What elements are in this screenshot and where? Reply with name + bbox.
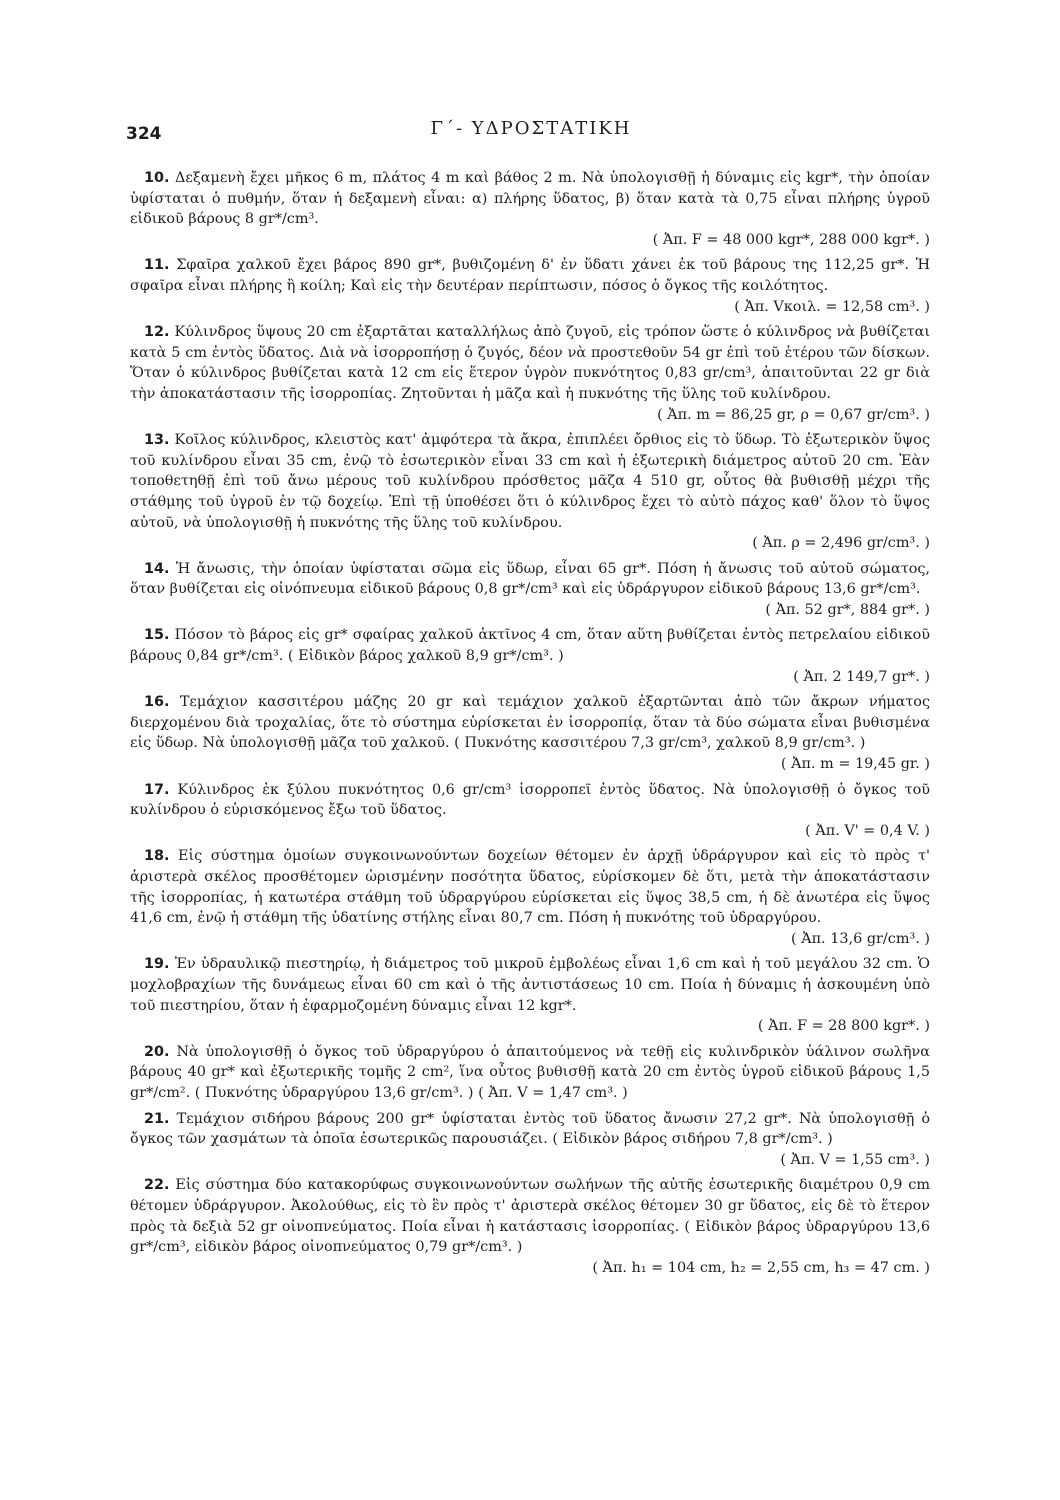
problem-14 [130, 559, 930, 621]
problem-number: 17. [144, 781, 170, 798]
running-head [126, 118, 936, 148]
problem-12 [130, 322, 930, 425]
problem-16 [130, 692, 930, 774]
problem-number: 18. [144, 848, 170, 865]
problem-18 [130, 846, 930, 949]
problem-text: Κοῖλος κύλινδρος, κλειστὸς κατ' ἀμφότερα τὰ ἄκρα, ἐπιπλέει ὄρθιος εἰς τὸ ὕδωρ. Τὸ ἐξωτερικὸν ὕψος τοῦ κυλίνδρου εἶναι 35 cm, ἐνῷ τὸ ἐσωτερικὸν εἶναι 33 cm καὶ ἡ ἐξωτερικὴ διάμετρος αὐτοῦ 20 cm. Ἐὰν τοποθετηθῇ ἐπὶ τοῦ ἄνω μέρους τοῦ κυλίνδρου πρόσθετος μᾶζα 4 510 gr, οὗτος θὰ βυθισθῇ μέχρι τῆς στάθμης τοῦ ὑγροῦ ἐν τῷ δοχείῳ. Ἐπὶ τῇ ὑποθέσει ὅτι ὁ κύλινδρος ἔχει τὸ αὐτὸ πάχος καθ' ὅλον τὸ ὕψος αὐτοῦ, νὰ ὑπολογισθῇ ἡ πυκνότης τῆς ὕλης τοῦ κυλίνδρου. [130, 432, 930, 531]
problem-answer: ( Ἀπ. V' = 0,4 V. ) [805, 822, 930, 839]
problem-answer: ( Ἀπ. F = 48 000 kgr*, 288 000 kgr*. ) [652, 231, 930, 248]
problem-answer: ( Ἀπ. Vκοιλ. = 12,58 cm³. ) [734, 298, 930, 315]
problem-text: Ἡ ἄνωσις, τὴν ὁποίαν ὑφίσταται σῶμα εἰς ὕδωρ, εἶναι 65 gr*. Πόση ἡ ἄνωσις τοῦ αὐτοῦ σώματος, ὅταν βυθίζεται εἰς οἰνόπνευμα εἰδικοῦ βάρους 0,8 gr*/cm³ καὶ εἰς ὑδράργυρον εἰδικοῦ βάρους 13,6 gr*/cm³. [130, 560, 930, 598]
problem-22 [130, 1175, 930, 1278]
problem-19 [130, 954, 930, 1036]
problem-21 [130, 1109, 930, 1171]
problem-text: Κύλινδρος ἐκ ξύλου πυκνότητος 0,6 gr/cm³ ἰσορροπεῖ ἐντὸς ὕδατος. Νὰ ὑπολογισθῇ ὁ ὄγκος τοῦ κυλίνδρου ὁ εὑρισκόμενος ἔξω τοῦ ὕδατος. [130, 781, 931, 819]
problem-number: 15. [144, 627, 170, 644]
problem-answer: ( Ἀπ. V = 1,55 cm³. ) [780, 1151, 930, 1168]
problem-answer: ( Ἀπ. 52 gr*, 884 gr*. ) [765, 601, 930, 618]
problem-number: 16. [144, 694, 170, 711]
problem-answer: ( Ἀπ. F = 28 800 kgr*. ) [757, 1018, 930, 1035]
problem-answer: ( Ἀπ. h₁ = 104 cm, h₂ = 2,55 cm, h₃ = 47 cm. ) [592, 1259, 930, 1276]
problem-number: 12. [144, 324, 170, 341]
problem-answer: ( Ἀπ. m = 86,25 gr, ρ = 0,67 gr/cm³. ) [657, 406, 930, 423]
problem-text: Νὰ ὑπολογισθῇ ὁ ὄγκος τοῦ ὑδραργύρου ὁ ἀπαιτούμενος νὰ τεθῇ εἰς κυλινδρικὸν ὑάλινον σωλῆνα βάρους 40 gr* καὶ ἐξωτερικῆς τομῆς 2 cm², ἵνα οὗτος βυθισθῇ κατὰ 20 cm ἐντὸς ὑγροῦ εἰδικοῦ βάρους 1,5 gr*/cm². ( Πυκνότης ὑδραργύρου 13,6 gr/cm³. ) ( Ἀπ. V = 1,47 cm³. ) [130, 1043, 930, 1101]
problem-number: 13. [144, 432, 170, 449]
problem-11 [130, 255, 930, 317]
problem-answer: ( Ἀπ. ρ = 2,496 gr/cm³. ) [752, 535, 930, 552]
problem-13 [130, 430, 930, 554]
problem-10 [130, 168, 930, 250]
problem-number: 22. [144, 1177, 170, 1194]
problem-answer: ( Ἀπ. 13,6 gr/cm³. ) [791, 930, 930, 947]
problem-15 [130, 625, 930, 687]
problem-20 [130, 1042, 930, 1104]
problem-list [130, 168, 930, 1283]
problem-number: 20. [144, 1043, 170, 1060]
problem-text: Τεμάχιον σιδήρου βάρους 200 gr* ὑφίσταται ἐντὸς τοῦ ὕδατος ἄνωσιν 27,2 gr*. Νὰ ὑπολογισθῇ ὁ ὄγκος τῶν χασμάτων τὰ ὁποῖα ἐσωτερικῶς παρουσιάζει. ( Εἰδικὸν βάρος σιδήρου 7,8 gr*/cm³. ) [130, 1110, 931, 1148]
problem-text: Εἰς σύστημα δύο κατακορύφως συγκοινωνούντων σωλήνων τῆς αὐτῆς ἐσωτερικῆς διαμέτρου 0,9 cm θέτομεν ὑδράργυρον. Ἀκολούθως, εἰς τὸ ἓν πρὸς τ' ἀριστερὰ σκέλος θέτομεν 30 gr ὕδατος, εἰς δὲ τὸ ἕτερον πρὸς τὰ δεξιὰ 52 gr οἰνοπνεύματος. Ποία εἶναι ἡ κατάστασις ἰσορροπίας. ( Εἰδικὸν βάρος ὑδραργύρου 13,6 gr*/cm³, εἰδικὸν βάρος οἰνοπνεύματος 0,79 gr*/cm³. ) [130, 1177, 930, 1256]
problem-number: 11. [144, 257, 170, 274]
problem-number: 14. [144, 560, 170, 577]
problem-answer: ( Ἀπ. 2 149,7 gr*. ) [793, 668, 930, 685]
problem-text: Ἐν ὑδραυλικῷ πιεστηρίῳ, ἡ διάμετρος τοῦ μικροῦ ἐμβολέως εἶναι 1,6 cm καὶ ἡ τοῦ μεγάλου 32 cm. Ὁ μοχλοβραχίων τῆς δυνάμεως εἶναι 60 cm καὶ ὁ τῆς ἀντιστάσεως 10 cm. Ποία ἡ δύναμις ἡ ἀσκουμένη ὑπὸ τοῦ πιεστηρίου, ὅταν ἡ ἐφαρμοζομένη δύναμις εἶναι 12 kgr*. [130, 956, 930, 1014]
problem-text: Δεξαμενὴ ἔχει μῆκος 6 m, πλάτος 4 m καὶ βάθος 2 m. Νὰ ὑπολογισθῇ ἡ δύναμις εἰς kgr*, τὴν ὁποίαν ὑφίσταται ὁ πυθμήν, ὅταν ἡ δεξαμενὴ εἶναι: α) πλήρης ὕδατος, β) ὅταν κατὰ τὰ 0,75 εἶναι πλήρης ὑγροῦ εἰδικοῦ βάρους 8 gr*/cm³. [130, 170, 931, 228]
problem-text: Κύλινδρος ὕψους 20 cm ἐξαρτᾶται καταλλήλως ἀπὸ ζυγοῦ, εἰς τρόπον ὥστε ὁ κύλινδρος νὰ βυθίζεται κατὰ 5 cm ἐντὸς ὕδατος. Διὰ νὰ ἰσορροπήσῃ ὁ ζυγός, δέον νὰ προστεθοῦν 54 gr ἐπὶ τοῦ ἑτέρου τῶν δίσκων. Ὅταν ὁ κύλινδρος βυθίζεται κατὰ 12 cm εἰς ἕτερον ὑγρὸν πυκνότητος 0,83 gr/cm³, ἀπαιτοῦνται 22 gr διὰ τὴν ἀποκατάστασιν τῆς ἰσορροπίας. Ζητοῦνται ἡ μᾶζα καὶ ἡ πυκνότης τῆς ὕλης τοῦ κυλίνδρου. [130, 324, 930, 402]
problem-number: 19. [144, 956, 170, 973]
chapter-title: Γ΄- ΥΔΡΟΣΤΑΤΙΚΗ [430, 118, 632, 139]
page-number: 324 [126, 124, 162, 144]
problem-number: 10. [144, 170, 170, 186]
problem-answer: ( Ἀπ. m = 19,45 gr. ) [780, 756, 930, 773]
problem-text: Πόσον τὸ βάρος εἰς gr* σφαίρας χαλκοῦ ἀκτῖνος 4 cm, ὅταν αὕτη βυθίζεται ἐντὸς πετρελαίου εἰδικοῦ βάρους 0,84 gr*/cm³. ( Εἰδικὸν βάρος χαλκοῦ 8,9 gr*/cm³. ) [130, 627, 931, 665]
problem-number: 21. [144, 1110, 170, 1127]
problem-text: Σφαῖρα χαλκοῦ ἔχει βάρος 890 gr*, βυθιζομένη δ' ἐν ὕδατι χάνει ἐκ τοῦ βάρους της 112,25 gr*. Ἡ σφαῖρα εἶναι πλήρης ἢ κοίλη; Καὶ εἰς τὴν δευτέραν περίπτωσιν, πόσος ὁ ὄγκος τῆς κοιλότητος. [130, 257, 930, 294]
problem-text: Τεμάχιον κασσιτέρου μάζης 20 gr καὶ τεμάχιον χαλκοῦ ἐξαρτῶνται ἀπὸ τῶν ἄκρων νήματος διερχομένου διὰ τροχαλίας, ὅτε τὸ σύστημα εὑρίσκεται ἐν ἰσορροπίᾳ, ὅταν τὰ δύο σώματα εἶναι βυθισμένα εἰς ὕδωρ. Νὰ ὑπολογισθῇ μᾶζα τοῦ χαλκοῦ. ( Πυκνότης κασσιτέρου 7,3 gr/cm³, χαλκοῦ 8,9 gr/cm³. ) [130, 694, 930, 752]
problem-text: Εἰς σύστημα ὁμοίων συγκοινωνούντων δοχείων θέτομεν ἐν ἀρχῇ ὑδράργυρον καὶ εἰς τὸ πρὸς τ' ἀριστερὰ σκέλος προσθέτομεν ὡρισμένην ποσότητα ὕδατος, εὑρίσκομεν δὲ ὅτι, μετὰ τὴν ἀποκατάστασιν τῆς ἰσορροπίας, ἡ κατωτέρα στάθμη τοῦ ὑδραργύρου εὑρίσκεται εἰς ὕψος 38,5 cm, ἡ δὲ ἀνωτέρα εἰς ὕψος 41,6 cm, ἐνῷ ἡ στάθμη τῆς ὑδατίνης στήλης εἶναι 80,7 cm. Πόση ἡ πυκνότης τοῦ ὑδραργύρου. [130, 848, 930, 927]
problem-17 [130, 780, 930, 842]
